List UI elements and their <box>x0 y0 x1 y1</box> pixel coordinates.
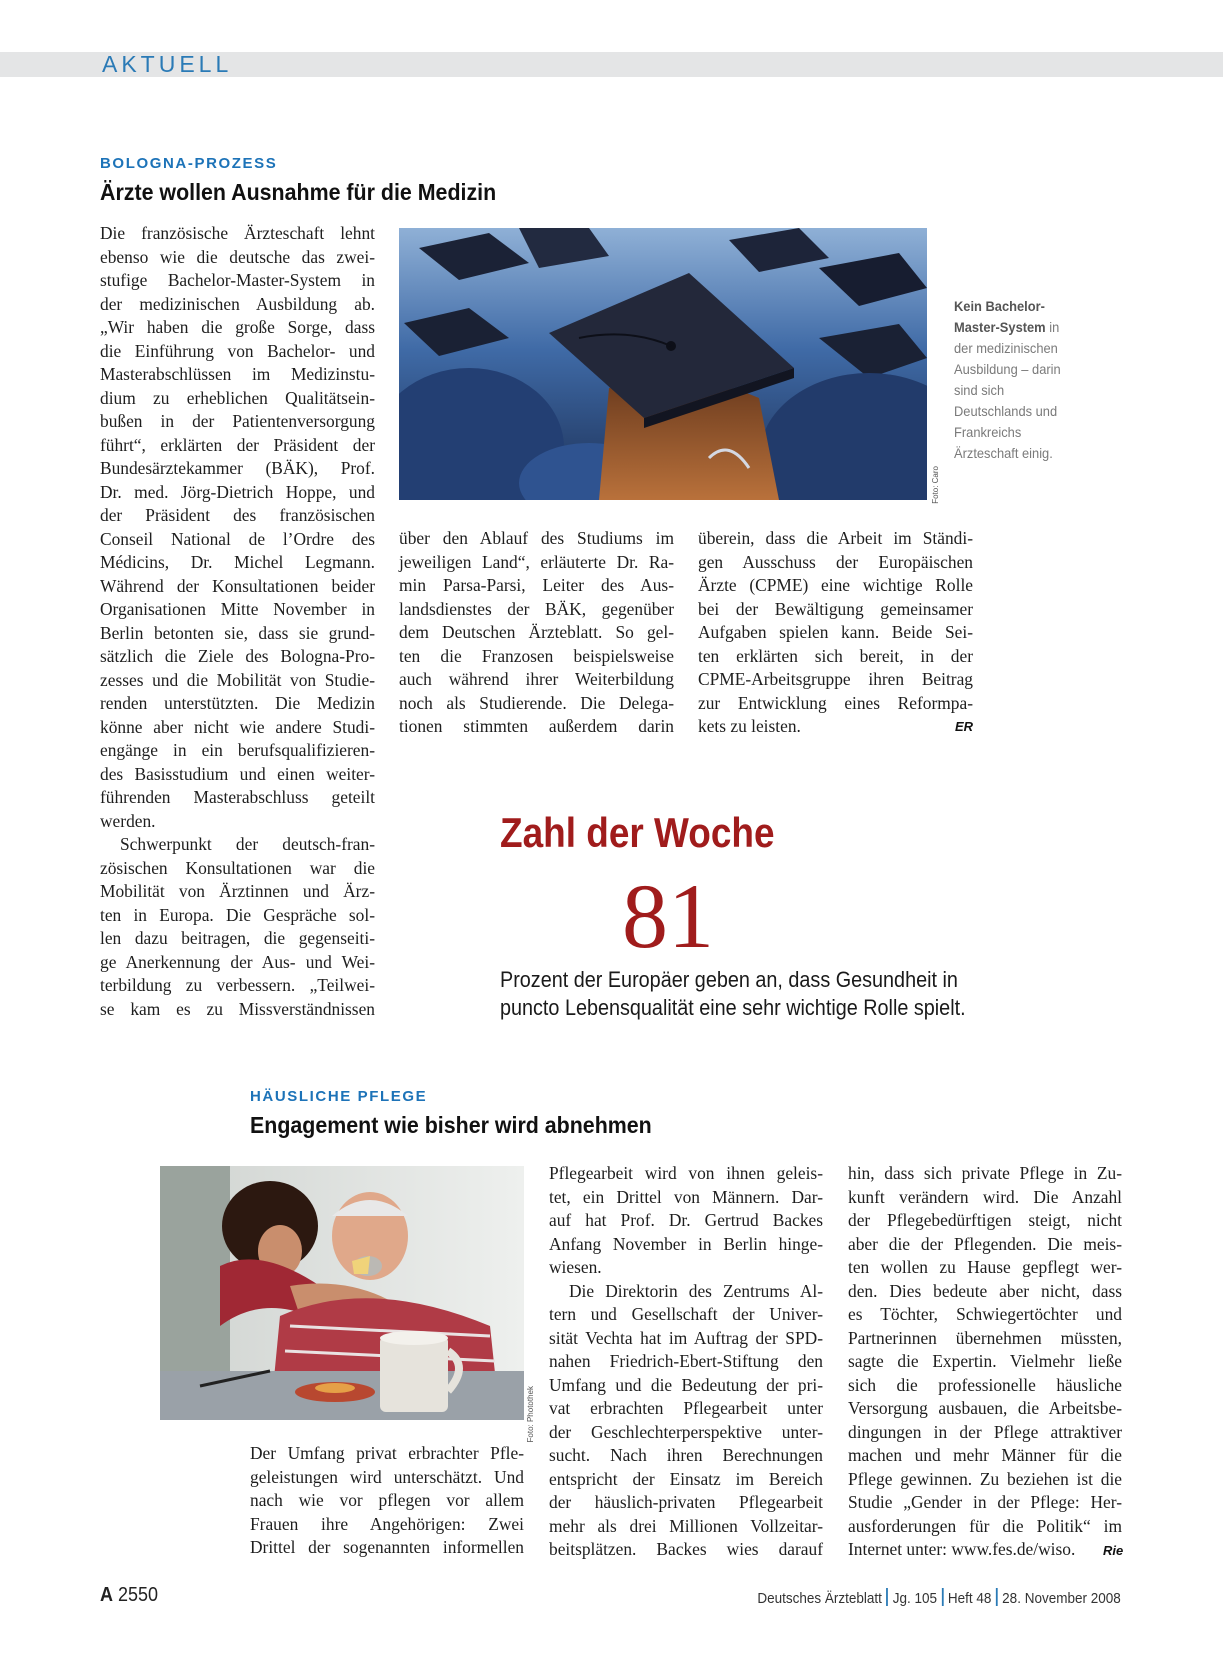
text-line: tern und Gesellschaft der Univer- <box>549 1304 823 1324</box>
footer-separator <box>942 1588 944 1606</box>
text-line: Die Direktorin des Zentrums Al- <box>569 1280 823 1301</box>
text-line: Mobilität von Ärztinnen und Ärz- <box>100 881 375 901</box>
text-line: Pflege gewinnen. Zu beziehen ist die <box>848 1468 1122 1489</box>
text-line: ten in Europa. Die Gespräche sol- <box>100 904 375 925</box>
text-line: überein, dass die Arbeit im Ständi- <box>698 528 973 548</box>
text-line: „Wir haben die große Sorge, dass <box>100 317 375 337</box>
graduation-photo <box>399 228 927 500</box>
text-line: der häuslich-privaten Pflegearbeit <box>549 1492 823 1512</box>
text-line: sagte die Expertin. Vielmehr ließe <box>848 1351 1122 1371</box>
article1-kicker: BOLOGNA-PROZESS <box>100 155 278 172</box>
text-line: beitsplätzen. Backes wies darauf <box>549 1539 823 1559</box>
text-line: geleistungen wird unterschätzt. Und <box>250 1466 524 1487</box>
article2-column-1 <box>250 1442 524 1560</box>
article1-column-2 <box>399 527 674 739</box>
text-line: bußen in der Patientenversorgung <box>100 411 375 431</box>
footer-issue: Heft 48 <box>948 1590 992 1607</box>
text-line: zur Entwicklung eines Reformpa- <box>698 692 973 713</box>
text-line: sität Vechta hat im Auftrag der SPD- <box>549 1327 823 1348</box>
zahl-der-woche-line-1: Prozent der Europäer geben an, dass Gesundheit in <box>500 967 958 992</box>
text-line: Drittel der sogenannten informellen <box>250 1537 524 1557</box>
text-line: Aufgaben spielen kann. Beide Sei- <box>698 622 973 642</box>
text-line: ten die Franzosen beispielsweise <box>399 645 674 666</box>
text-line: noch als Studierende. Die Delega- <box>399 692 674 713</box>
text-line: könne aber nicht wie andere Studi- <box>100 716 375 737</box>
article2-kicker: HÄUSLICHE PFLEGE <box>250 1088 428 1105</box>
text-line: nach wie vor pflegen vor allem <box>250 1490 524 1510</box>
text-line: entspricht der Einsatz im Bereich <box>549 1468 823 1489</box>
text-line: Masterabschlüssen im Medizinstu- <box>100 364 375 384</box>
text-line: Ärzte (CPME) eine wichtige Rolle <box>698 575 973 595</box>
text-line: dium zu erheblichen Qualitätsein- <box>100 387 375 408</box>
caption-bold: Kein Bachelor-Master-System <box>954 298 1046 335</box>
footer-separator <box>887 1588 889 1606</box>
zahl-der-woche-text <box>500 966 966 1022</box>
caregiver-photo <box>160 1166 524 1420</box>
text-line: Organisationen Mitte November in <box>100 599 375 619</box>
footer-date: 28. November 2008 <box>1002 1590 1121 1607</box>
text-line: der Geschlechterperspektive unter- <box>549 1421 823 1442</box>
text-line: der medizinischen Ausbildung ab. <box>100 293 375 314</box>
text-line: wiesen. <box>549 1257 602 1277</box>
article1-photo-credit: Foto: Caro <box>931 466 940 504</box>
text-line: führt“, erklärten der Präsident der <box>100 434 375 455</box>
article2-column-3 <box>848 1162 1122 1562</box>
text-line: der Präsident des französischen <box>100 505 375 525</box>
zahl-der-woche-line-2: puncto Lebensqualität eine sehr wichtige Rolle spielt. <box>500 995 966 1020</box>
text-line: bei der Bewältigung gemeinsamer <box>698 598 973 619</box>
text-line: die Einführung von Bachelor- und <box>100 340 375 361</box>
text-line: Während der Konsultationen beider <box>100 575 375 596</box>
text-line: Studie „Gender in der Pflege: Her- <box>848 1492 1122 1512</box>
article1-headline: Ärzte wollen Ausnahme für die Medizin <box>100 179 497 205</box>
article1-column-3 <box>698 527 973 739</box>
text-line: Die französische Ärzteschaft lehnt <box>100 223 375 243</box>
text-line: mehr als drei Millionen Vollzeitar- <box>549 1515 823 1536</box>
article2-photo-credit: Foto: Photothek <box>526 1386 535 1443</box>
text-line: werden. <box>100 810 156 831</box>
text-line: machen und mehr Männer für die <box>848 1445 1122 1465</box>
zahl-der-woche-number: 81 <box>622 865 714 967</box>
footer-volume: Jg. 105 <box>892 1590 938 1607</box>
text-line: hin, dass sich private Pflege in Zu- <box>848 1163 1122 1183</box>
text-line: auch während ihrer Weiterbildung <box>399 669 674 689</box>
text-line: über den Ablauf des Studiums im <box>399 528 674 548</box>
text-line: kunft verändern wird. Die Anzahl <box>848 1186 1122 1207</box>
text-line: Partnerinnen übernehmen müssten, <box>848 1327 1122 1348</box>
caption-text: in der medizinischen Ausbildung – darin sind sich Deutschlands und Frankreichs Ärzteschaft einig. <box>954 319 1061 461</box>
text-line: sich die professionelle häusliche <box>848 1374 1122 1395</box>
text-line: landsdienstes der BÄK, gegenüber <box>399 598 674 619</box>
page-prefix: A <box>100 1584 114 1606</box>
text-line: kets zu leisten. <box>698 716 801 736</box>
article1-column-1 <box>100 222 375 1021</box>
text-line: engänge in ein berufsqualifizieren- <box>100 740 375 760</box>
text-line: Anfang November in Berlin hinge- <box>549 1233 823 1254</box>
footer-meta <box>758 1588 1121 1607</box>
page-number-value: 2550 <box>118 1584 159 1606</box>
text-line: der Pflegebedürftigen steigt, nicht <box>848 1210 1122 1230</box>
footer-journal: Deutsches Ärzteblatt <box>757 1590 883 1607</box>
text-line: auf hat Prof. Dr. Gertrud Backes <box>549 1210 823 1230</box>
text-line: ebenso wie die deutsche das zwei- <box>100 246 375 267</box>
text-line: len dazu beitragen, die gegenseiti- <box>100 928 375 948</box>
text-line: Bundesärztekammer (BÄK), Prof. <box>100 458 375 478</box>
article2-signature: Rie <box>1103 1543 1124 1558</box>
text-line: zesses und die Mobilität von Studie- <box>100 669 375 690</box>
text-line: min Parsa-Parsi, Leiter des Aus- <box>399 575 674 595</box>
text-line: tionen stimmten außerdem darin <box>399 716 674 736</box>
text-line: Umfang und die Bedeutung der pri- <box>549 1374 823 1395</box>
text-line: ausforderungen für die Politik“ im <box>848 1515 1122 1536</box>
text-line: dem Deutschen Ärzteblatt. So gel- <box>399 622 674 642</box>
section-label: AKTUELL <box>102 51 233 77</box>
text-line: zösischen Konsultationen war die <box>100 857 375 878</box>
article1-signature: ER <box>955 719 974 734</box>
text-line: stufige Bachelor-Master-System in <box>100 270 375 290</box>
text-line: des Basisstudium und einen weiter- <box>100 763 375 784</box>
text-line: Conseil National de l’Ordre des <box>100 528 375 549</box>
text-line: Der Umfang privat erbrachter Pfle- <box>250 1443 524 1463</box>
text-line: Berlin betonten sie, dass sie grund- <box>100 622 375 643</box>
text-line: Dr. med. Jörg-Dietrich Hoppe, und <box>100 481 375 502</box>
text-line: den. Dies bedeute aber nicht, dass <box>848 1280 1122 1301</box>
text-line: jeweiligen Land“, erläuterte Dr. Ra- <box>399 551 674 572</box>
text-line: sätzlich die Ziele des Bologna-Pro- <box>100 646 375 666</box>
text-line: vat erbrachten Pflegearbeit unter <box>549 1398 823 1418</box>
text-line: CPME-Arbeitsgruppe ihren Beitrag <box>698 669 973 689</box>
text-line: terbildung zu verbessern. „Teilwei- <box>100 975 375 995</box>
text-line: Versorgung ausbauen, die Arbeitsbe- <box>848 1398 1122 1418</box>
text-line: aber die der Pflegenden. Die meis- <box>848 1233 1122 1254</box>
text-line: gen Ausschuss der Europäischen <box>698 551 973 572</box>
text-line: dingungen in der Pflege attraktiver <box>848 1421 1122 1442</box>
article2-column-2 <box>549 1162 823 1562</box>
text-line: tet, ein Drittel von Männern. Dar- <box>549 1186 823 1207</box>
article2-headline: Engagement wie bisher wird abnehmen <box>250 1112 652 1138</box>
footer-separator <box>996 1588 998 1606</box>
text-line: ge Anerkennung der Aus- und Wei- <box>100 951 375 972</box>
text-line: Internet unter: www.fes.de/wiso. <box>848 1539 1076 1559</box>
text-line: sucht. Nach ihren Berechnungen <box>549 1445 823 1465</box>
text-line: Schwerpunkt der deutsch-fran- <box>120 834 375 854</box>
text-line: es Töchter, Schwiegertöchter und <box>848 1304 1122 1324</box>
text-line: Pflegearbeit wird von ihnen geleis- <box>549 1163 823 1183</box>
text-line: se kam es zu Missverständnissen <box>100 998 375 1019</box>
article1-photo-caption <box>954 296 1069 464</box>
text-line: Médicins, Dr. Michel Legmann. <box>100 552 375 572</box>
text-line: nahen Friedrich-Ebert-Stiftung den <box>549 1351 823 1371</box>
text-line: ten erklärten sich bereit, in der <box>698 645 973 666</box>
zahl-der-woche-title: Zahl der Woche <box>500 809 775 856</box>
text-line: Frauen ihre Angehörigen: Zwei <box>250 1513 524 1534</box>
text-line: führenden Masterabschluss geteilt <box>100 787 375 807</box>
page-number <box>100 1584 158 1607</box>
text-line: ten wollen zu Hause gepflegt wer- <box>848 1257 1122 1277</box>
text-line: renden unterstützten. Die Medizin <box>100 693 375 713</box>
